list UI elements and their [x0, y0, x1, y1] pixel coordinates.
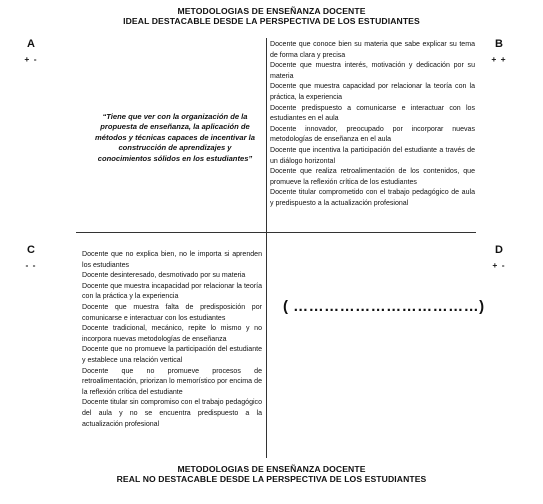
- footer-line-2: REAL NO DESTACABLE DESDE LA PERSPECTIVA DE LOS ESTUDIANTES: [116, 474, 427, 484]
- list-item: Docente que muestra interés, motivación y dedicación por su materia: [270, 62, 475, 80]
- quadrant-d-label: D: [495, 244, 503, 256]
- list-item: Docente que muestra incapacidad por relacionar la teoría con la práctica y la experiencia: [82, 282, 262, 301]
- list-item: Docente innovador, preocupado por incorporar nuevas metodologías de enseñanza en el aula: [270, 125, 475, 144]
- quadrant-c-sign: - -: [25, 260, 37, 270]
- quadrant-b-label: B: [495, 38, 503, 50]
- quadrant-b-list: [270, 40, 475, 210]
- header-title: [0, 6, 543, 26]
- list-item: Docente titular comprometido con el trabajo pedagógico de aula y predispuesto a la actualización profesional: [270, 189, 475, 207]
- quadrant-b-sign: + +: [491, 54, 507, 64]
- quadrant-a-sign: + -: [24, 54, 38, 64]
- horizontal-axis: [76, 232, 476, 233]
- footer-line-1: METODOLOGIAS DE ENSEÑANZA DOCENTE: [177, 464, 366, 474]
- list-item: Docente que no explica bien, no le importa si aprenden los estudiantes: [82, 251, 262, 269]
- list-item: Docente predispuesto a comunicarse e interactuar con los estudiantes en el aula: [270, 104, 475, 123]
- header-line-2: IDEAL DESTACABLE DESDE LA PERSPECTIVA DE LOS ESTUDIANTES: [123, 16, 420, 26]
- quadrant-a-quote: “Tiene que ver con la organización de la propuesta de enseñanza, la aplicación de métodos y técnicas capaces de incentivar la construcción de aprendizajes y conocimientos sólidos en los estudiantes”: [95, 112, 255, 163]
- list-item: Docente que realiza retroalimentación de los contenidos, que promueve la reflexión crítica de los estudiantes: [270, 168, 475, 186]
- list-item: Docente desinteresado, desmotivado por su materia: [82, 272, 246, 280]
- list-item: Docente que no promueve la participación del estudiante y establece una relación vertical: [82, 346, 262, 364]
- list-item: Docente que no promueve procesos de retroalimentación, priorizan lo memorístico por encima de la reflexión crítica del estudiante: [82, 367, 262, 396]
- list-item: Docente que conoce bien su materia que sabe explicar su tema de forma clara y precisa: [270, 41, 475, 59]
- list-item: Docente que muestra falta de predisposición por comunicarse e interactuar con los estudiantes: [82, 303, 262, 322]
- header-line-1: METODOLOGIAS DE ENSEÑANZA DOCENTE: [177, 6, 366, 16]
- list-item: Docente titular sin compromiso con el trabajo pedagógico del aula y no se encuentra predispuesto a la actualización profesional: [82, 399, 262, 428]
- list-item: Docente tradicional, mecánico, repite lo mismo y no incorpora nuevas metodologías de enseñanza: [82, 325, 262, 343]
- list-item: Docente que muestra capacidad por relacionar la teoría con la práctica, la experiencia: [270, 83, 475, 101]
- quadrant-d-sign: + -: [492, 260, 506, 270]
- quadrant-d-placeholder: ( ………………………………): [283, 298, 485, 315]
- vertical-axis: [266, 38, 267, 458]
- quadrant-c-label: C: [27, 244, 35, 256]
- footer-title: [0, 464, 543, 484]
- list-item: Docente que incentiva la participación del estudiante a través de un diálogo horizontal: [270, 146, 475, 165]
- quadrant-a-label: A: [27, 38, 35, 50]
- quadrant-c-list: [82, 250, 262, 430]
